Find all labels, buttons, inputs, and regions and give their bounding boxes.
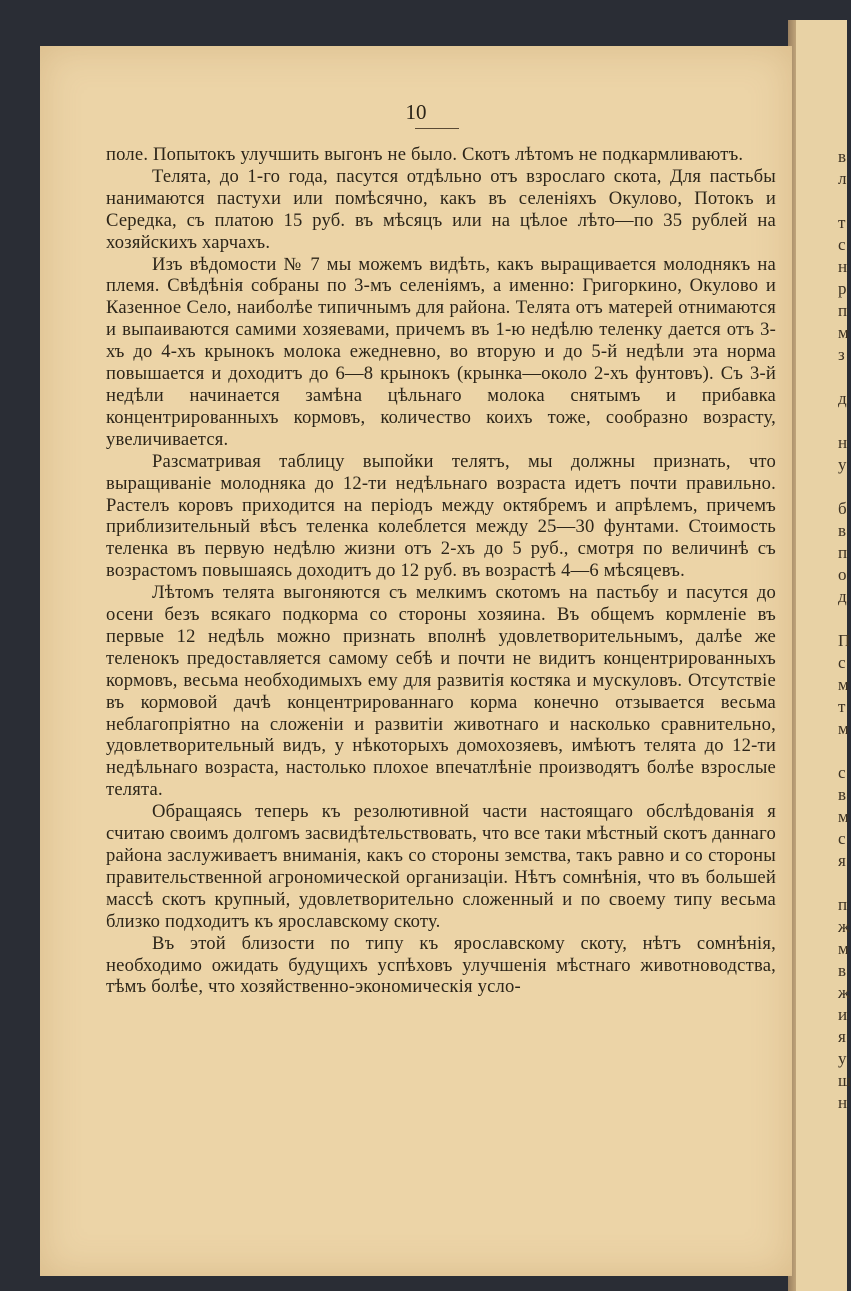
edge-letter: я [838, 1027, 846, 1046]
page-number: 10 [405, 100, 427, 124]
edge-letter: в [838, 521, 847, 540]
edge-letter: с [838, 235, 846, 254]
edge-letter [838, 410, 848, 432]
edge-letter: о [838, 565, 847, 584]
edge-letter: м [838, 719, 849, 738]
edge-letter: и [838, 1005, 848, 1024]
edge-letter [838, 872, 848, 894]
edge-letter: б [838, 499, 847, 518]
edge-letter: п [838, 543, 848, 562]
edge-letter: у [838, 1049, 847, 1068]
edge-letter: у [838, 455, 847, 474]
edge-letter: в [838, 785, 847, 804]
edge-letter: з [838, 345, 845, 364]
page-body [106, 144, 776, 998]
edge-letter: н [838, 1093, 848, 1112]
edge-letter: ж [838, 917, 850, 936]
next-page-edge-text [838, 146, 851, 1114]
edge-letter: р [838, 279, 847, 298]
edge-letter: я [838, 851, 846, 870]
book-page [40, 46, 792, 1276]
edge-letter: п [838, 895, 848, 914]
edge-letter: П [838, 631, 851, 650]
edge-letter: ж [838, 983, 850, 1002]
edge-letter: т [838, 697, 846, 716]
paragraph: Изъ вѣдомости № 7 мы можемъ видѣть, какъ выращивается молоднякъ на племя. Свѣдѣнія собраны по 3-мъ селеніямъ, а именно: Григоркино, Окулово и Казенное Село, наиболѣе типичнымъ для района. Телята отъ матерей отнимаются и выпаиваются самими хозяевами, причемъ въ 1-ю недѣлю теленку дается отъ 3-хъ до 4-хъ крынокъ молока ежедневно, во вторую и до 5-й недѣли эта норма повышается и доходитъ до 6—8 крынокъ (крынка—около 2-хъ фунтовъ). Съ 3-й недѣли начинается замѣна цѣльнаго молока снятымъ и прибавка концентрированныхъ кормовъ, количество коихъ тоже, сообразно возрасту, увеличивается. [106, 253, 776, 450]
edge-letter: н [838, 257, 848, 276]
edge-letter [838, 740, 848, 762]
edge-letter [838, 190, 848, 212]
page-number-rule [415, 128, 459, 129]
edge-letter: п [838, 301, 848, 320]
edge-letter: с [838, 829, 846, 848]
edge-letter: ш [838, 1071, 851, 1090]
edge-letter: т [838, 213, 846, 232]
paragraph: Въ этой близости по типу къ ярославскому скоту, нѣтъ сомнѣнія, необходимо ожидать будущихъ успѣховъ улучшенія мѣстнаго животноводства, тѣмъ болѣе, что хозяйственно-экономическія усло- [106, 932, 776, 998]
paragraph: Лѣтомъ телята выгоняются съ мелкимъ скотомъ на пастьбу и пасутся до осени безъ всякаго подкорма со стороны хозяина. Въ общемъ кормленіе въ первые 12 недѣль можно признать вполнѣ удовлетворительнымъ, далѣе же теленокъ предоставляется самому себѣ и почти не видитъ концентрированныхъ кормовъ, весьма необходимыхъ ему для развитія костяка и мускуловъ. Отсутствіе въ кормовой дачѣ концентрированнаго корма конечно отзывается весьма неблагопріятно на сложеніи и развитіи животнаго и насколько сравнительно, удовлетворительный видъ, у нѣкоторыхъ домохозяевъ, имѣютъ телята до 12-ти недѣльнаго возраста, настолько плохое впечатлѣніе производятъ болѣе взрослые телята. [106, 582, 776, 801]
edge-letter: с [838, 763, 846, 782]
edge-letter: м [838, 807, 849, 826]
edge-letter: м [838, 939, 849, 958]
edge-letter: д [838, 587, 847, 606]
edge-letter: в [838, 147, 847, 166]
next-page-edge [796, 20, 851, 1291]
edge-letter: л [838, 169, 847, 188]
edge-letter [838, 476, 848, 498]
edge-letter: н [838, 433, 848, 452]
paragraph: Разсматривая таблицу выпойки телятъ, мы должны признать, что выращиваніе молодняка до 12-ти недѣльнаго возраста идетъ почти правильно. Растелъ коровъ приходится на періодъ между октябремъ и апрѣлемъ, причемъ приблизительный вѣсъ теленка колеблется между 25—30 фунтами. Стоимость теленка въ первую недѣлю жизни отъ 2-хъ до 5 руб., смотря по величинѣ съ возрастомъ повышаясь доходитъ до 12 руб. въ возрастѣ 4—6 мѣсяцевъ. [106, 450, 776, 582]
edge-letter [838, 608, 848, 630]
edge-letter [838, 366, 848, 388]
paragraph: Обращаясь теперь къ резолютивной части настоящаго обслѣдованія я считаю своимъ долгомъ засвидѣтельствовать, что все таки мѣстный скотъ даннаго района заслуживаетъ вниманія, какъ со стороны земства, такъ равно и со стороны правительственной агрономической организаціи. Нѣтъ сомнѣнія, что въ большей массѣ скотъ крупный, удовлетворительно сложенный и по своему типу весьма близко подходитъ къ ярославскому скоту. [106, 801, 776, 932]
edge-letter: д [838, 389, 847, 408]
edge-letter: м [838, 323, 849, 342]
edge-letter: с [838, 653, 846, 672]
paragraph: Телята, до 1-го года, пасутся отдѣльно отъ взрослаго скота, Для пастьбы нанимаются пастухи или помѣсячно, какъ въ селеніяхъ Окулово, Потокъ и Середка, съ платою 15 руб. въ мѣсяцъ или на цѣлое лѣто—по 35 рублей на хозяйскихъ харчахъ. [106, 165, 776, 253]
edge-letter: в [838, 961, 847, 980]
paragraph: поле. Попытокъ улучшить выгонъ не было. Скотъ лѣтомъ не подкармливаютъ. [106, 144, 744, 165]
edge-letter: м [838, 675, 849, 694]
